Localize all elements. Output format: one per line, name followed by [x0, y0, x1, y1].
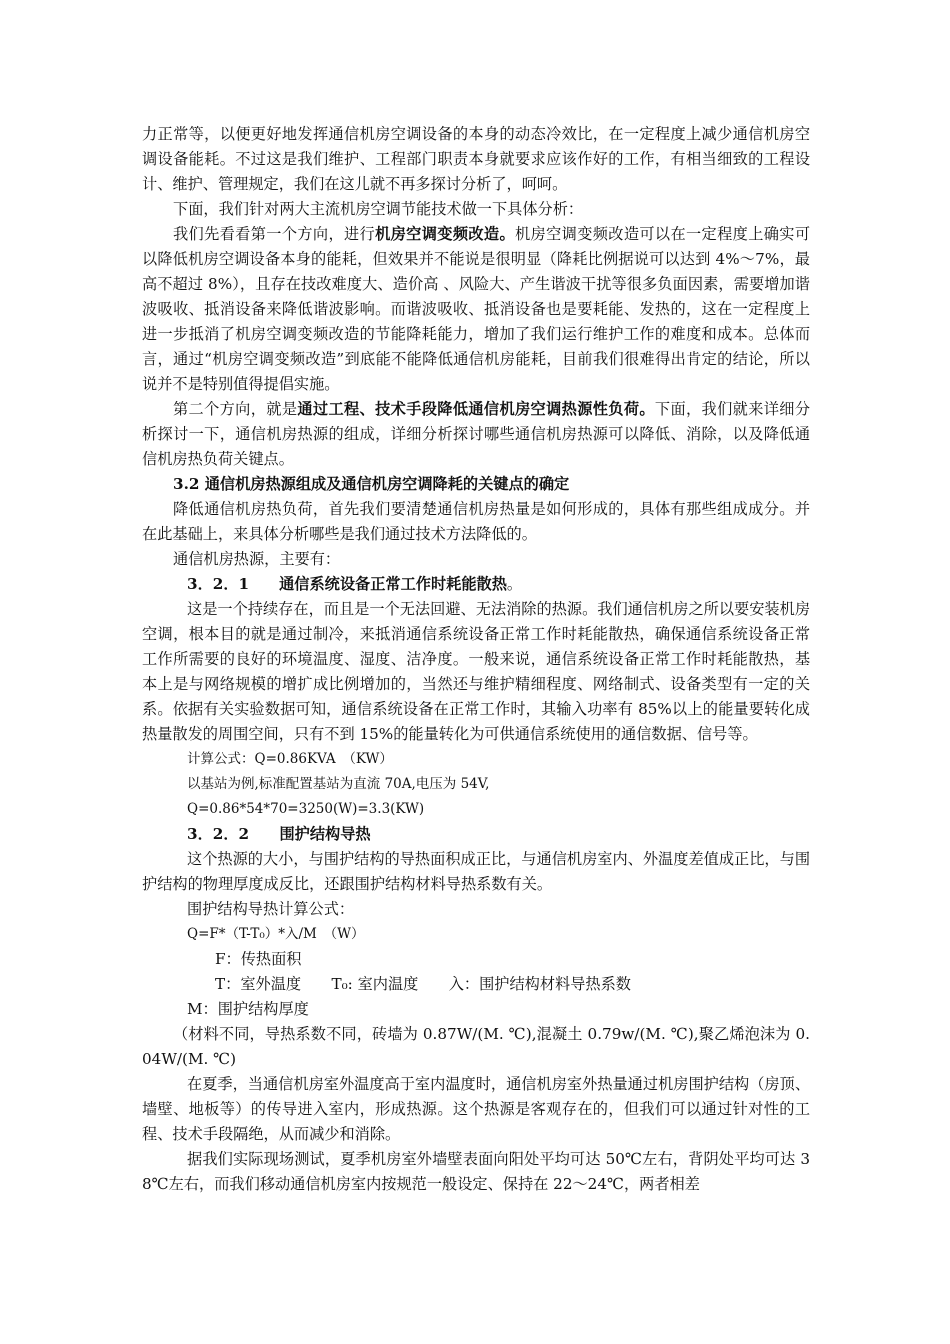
- paragraph-lead-in: 下面，我们针对两大主流机房空调节能技术做一下具体分析：: [173, 200, 584, 218]
- paragraph-direction-two-rest: 下面，我们就来详细分析探讨一下，通信机房热源的组成，详细分析探讨哪些通信机房热源可以降低、消除，以及降低通信机房热负荷关键点。: [142, 400, 811, 468]
- paragraph-envelope-heat: 这个热源的大小，与围护结构的导热面积成正比，与通信机房室内、外温度差值成正比，与围护结构的物理厚度成反比，还跟围护结构材料导热系数有关。: [142, 850, 810, 893]
- section-heading-3-2: 3.2 通信机房热源组成及通信机房空调降耗的关键点的确定: [173, 475, 570, 493]
- paragraph-summer-conduction: 在夏季，当通信机房室外温度高于室内温度时，通信机房室外热量通过机房围护结构（房顶、墙壁、地板等）的传导进入室内，形成热源。这个热源是客观存在的，但我们可以通过针对性的工程、技术手段隔绝，从而减少和消除。: [142, 1075, 810, 1143]
- paragraph-heat-sources: 通信机房热源，主要有：: [173, 550, 341, 568]
- emphasis-frequency-conversion: 机房空调变频改造。: [375, 225, 516, 243]
- formula-var-f: F：传热面积: [215, 950, 302, 968]
- formula-line-2: 以基站为例,标准配置基站为直流 70A,电压为 54V,: [187, 776, 490, 792]
- subsection-number-3-2-1: 3．2．1: [187, 575, 250, 593]
- subsection-heading-3-2-1: [142, 572, 810, 597]
- formula-var-t: T：室外温度 T₀: 室内温度 入：围护结构材料导热系数: [215, 975, 631, 993]
- formula-heading: 围护结构导热计算公式：: [187, 900, 355, 918]
- paragraph-section-intro: 降低通信机房热负荷，首先我们要清楚通信机房热量是如何形成的，具体有那些组成成分。并在此基础上，来具体分析哪些是我们通过技术方法降低的。: [142, 500, 810, 543]
- subsection-tail-3-2-1: 。: [506, 575, 523, 593]
- formula-line-3: Q=0.86*54*70=3250(W)=3.3(KW): [187, 801, 425, 817]
- emphasis-heat-load-reduction: 通过工程、技术手段降低通信机房空调热源性负荷。: [297, 400, 655, 418]
- paragraph-intro-continued: 力正常等，以便更好地发挥通信机房空调设备的本身的动态冷效比，在一定程度上减少通信机房空调设备能耗。不过这是我们维护、工程部门职责本身就要求应该作好的工作，有相当细致的工程设计、维护、管理规定，我们在这儿就不再多探讨分析了，呵呵。: [142, 125, 810, 193]
- paragraph-direction-one: [142, 222, 810, 397]
- paragraph-direction-two: [142, 397, 810, 472]
- paragraph-direction-one-rest: 机房空调变频改造可以在一定程度上确实可以降低机房空调设备本身的能耗，但效果并不能说是很明显（降耗比例据说可以达到 4%～7%，最高不超过 8%），且存在技改难度大、造价高 、风险大、产生谐波干扰等很多负面因素，需要增加谐波吸收、抵消设备来降低谐波影响。而谐波吸收、抵消设备也是要耗能、发热的，这在一定程度上进一步抵消了机房空调变频改造的节能降耗能力，增加了我们运行维护工作的难度和成本。总体而言，通过“机房空调变频改造”到底能不能降低通信机房能耗，目前我们很难得出肯定的结论，所以说并不是特别值得提倡实施。: [142, 225, 811, 393]
- formula-var-m: M：围护结构厚度: [187, 1000, 309, 1018]
- paragraph-equipment-heat: 这是一个持续存在，而且是一个无法回避、无法消除的热源。我们通信机房之所以要安装机房空调，根本目的就是通过制冷，来抵消通信系统设备正常工作时耗能散热，确保通信系统设备正常工作所需要的良好的环境温度、湿度、洁净度。一般来说，通信系统设备正常工作时耗能散热，基本上是与网络规模的增扩成比例增加的，当然还与维护精细程度、网络制式、设备类型有一定的关系。依据有关实验数据可知，通信系统设备在正常工作时，其输入功率有 85%以上的能量要转化成热量散发的周围空间，只有不到 15%的能量转化为可供通信系统使用的通信数据、信号等。: [142, 600, 810, 743]
- formula-envelope: Q=F*（T-T₀）*入/M （W）: [187, 926, 365, 942]
- subsection-heading-3-2-2: 3．2．2 围护结构导热: [187, 825, 371, 843]
- formula-line-1: 计算公式：Q=0.86KVA （KW）: [187, 751, 393, 767]
- paragraph-material-coefficients: （材料不同，导热系数不同，砖墙为 0.87W/(M. ℃),混凝土 0.79w/(M. ℃),聚乙烯泡沫为 0.04W/(M. ℃): [142, 1025, 810, 1068]
- paragraph-field-test: 据我们实际现场测试，夏季机房室外墙壁表面向阳处平均可达 50℃左右，背阴处平均可达 38℃左右，而我们移动通信机房室内按规范一般设定、保持在 22～24℃，两者相差: [142, 1150, 810, 1193]
- paragraph-direction-two-start: 第二个方向，就是: [173, 400, 298, 418]
- subsection-title-3-2-1: 通信系统设备正常工作时耗能散热: [279, 575, 507, 593]
- document-body: [142, 122, 810, 1197]
- paragraph-direction-one-start: 我们先看看第一个方向，进行: [173, 225, 376, 243]
